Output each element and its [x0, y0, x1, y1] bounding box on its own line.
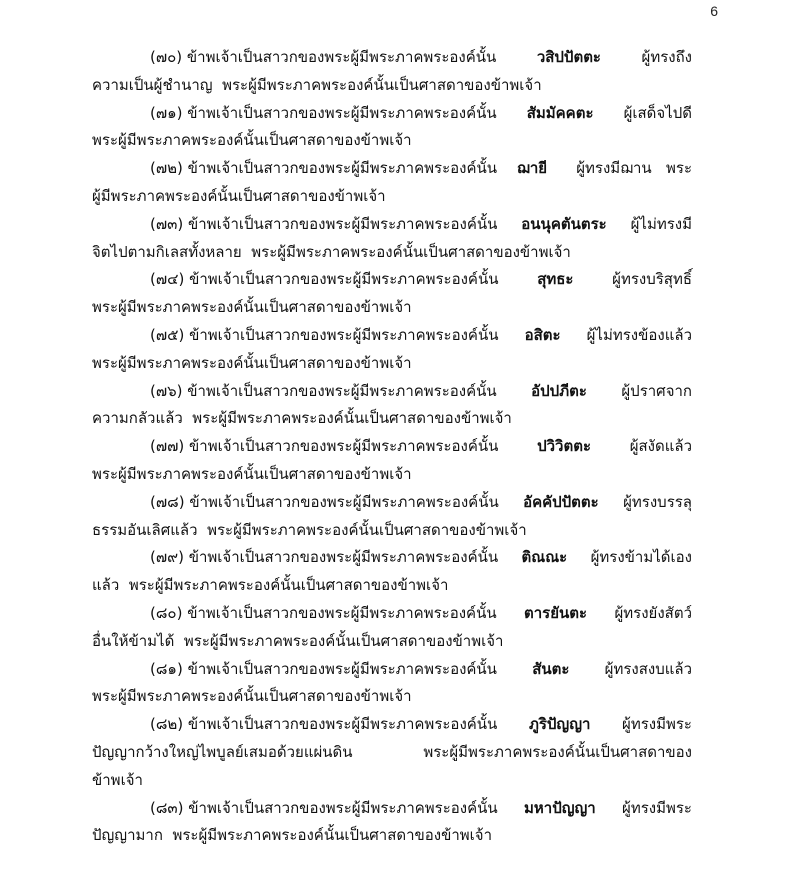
paragraph-first-line [92, 433, 692, 461]
epithet-term: วสิปปัตตะ [536, 48, 601, 66]
epithet-term: สันตะ [532, 659, 570, 678]
continuation-text: ปัญญามาก [92, 826, 163, 845]
paragraph-first-line [92, 100, 692, 128]
paragraph-80 [92, 600, 692, 656]
paragraph-continuation-line [92, 183, 692, 211]
paragraph-continuation-line [92, 628, 692, 656]
epithet-term: อัคคัปปัตตะ [523, 492, 599, 511]
paragraph-continuation-line [92, 405, 692, 433]
paragraph-lead-text: (๗๐) ข้าพเจ้าเป็นสาวกของพระผู้มีพระภาคพระองค์นั้น [150, 48, 497, 66]
epithet-meaning: ผู้เสด็จไปดี [623, 103, 692, 122]
paragraph-83 [92, 795, 692, 851]
paragraph-first-line [92, 656, 692, 684]
paragraph-first-line [92, 322, 692, 350]
paragraph-72 [92, 155, 692, 211]
epithet-meaning: ผู้สงัดแล้ว [629, 437, 692, 456]
epithet-meaning: ผู้ทรงยังสัตว์ [614, 603, 692, 622]
paragraph-continuation-line [92, 350, 692, 378]
paragraph-continuation-line [92, 461, 692, 489]
paragraph-lead-text: (๗๕) ข้าพเจ้าเป็นสาวกของพระผู้มีพระภาคพระองค์นั้น [150, 325, 499, 344]
paragraph-continuation-line [92, 72, 692, 100]
continuation-text: พระผู้มีพระภาคพระองค์นั้นเป็นศาสดาของข้าพเจ้า [92, 687, 412, 706]
paragraph-76 [92, 378, 692, 434]
epithet-meaning: ผู้ปราศจาก [621, 381, 692, 400]
epithet-meaning: ผู้ทรงถึง [641, 48, 692, 66]
epithet-term: สุทธะ [537, 270, 574, 289]
continuation-text: ข้าพเจ้า [92, 770, 143, 789]
paragraph-75 [92, 322, 692, 378]
continuation-text: พระผู้มีพระภาคพระองค์นั้นเป็นศาสดาของข้าพเจ้า [183, 631, 504, 650]
epithet-meaning: ผู้ทรงมีฌาน พระ [576, 159, 692, 178]
paragraph-first-line [92, 211, 692, 239]
epithet-meaning: ผู้ทรงบริสุทธิ์ [612, 270, 692, 289]
continuation-text: ผู้มีพระภาคพระองค์นั้นเป็นศาสดาของข้าพเจ้า [92, 186, 386, 205]
epithet-term: อนนุคตันตระ [521, 214, 607, 233]
paragraph-82 [92, 711, 692, 794]
paragraph-continuation-line [92, 517, 692, 545]
epithet-term: ภูริปัญญา [528, 715, 591, 734]
paragraph-continuation-line [92, 822, 692, 850]
paragraph-first-line [92, 711, 692, 739]
paragraph-continuation-line [92, 739, 692, 767]
continuation-text: พระผู้มีพระภาคพระองค์นั้นเป็นศาสดาของข้าพเจ้า [92, 298, 412, 317]
paragraph-first-line [92, 544, 692, 572]
epithet-term: มหาปัญญา [524, 798, 596, 817]
paragraph-continuation-line [92, 572, 692, 600]
paragraph-77 [92, 433, 692, 489]
continuation-text: พระผู้มีพระภาคพระองค์นั้นเป็นศาสดาของข้าพเจ้า [207, 520, 527, 539]
continuation-text: จิตไปตามกิเลสทั้งหลาย [92, 242, 242, 261]
epithet-meaning: ผู้ไม่ทรงมี [630, 214, 692, 233]
paragraph-continuation-line [92, 683, 692, 711]
document-body [92, 44, 692, 850]
paragraph-79 [92, 544, 692, 600]
epithet-meaning: ผู้ทรงข้ามได้เอง [590, 548, 692, 567]
paragraph-71 [92, 100, 692, 156]
paragraph-70 [92, 44, 692, 100]
paragraph-lead-text: (๗๗) ข้าพเจ้าเป็นสาวกของพระผู้มีพระภาคพระองค์นั้น [150, 437, 499, 456]
epithet-term: ติณณะ [521, 548, 568, 567]
paragraph-first-line [92, 600, 692, 628]
continuation-text: ความกลัวแล้ว [92, 409, 183, 428]
epithet-term: ตารยันตะ [524, 603, 588, 622]
epithet-meaning: ผู้ทรงสงบแล้ว [604, 659, 692, 678]
continuation-text: พระผู้มีพระภาคพระองค์นั้นเป็นศาสดาของข้าพเจ้า [222, 75, 542, 94]
paragraph-lead-text: (๘๑) ข้าพเจ้าเป็นสาวกของพระผู้มีพระภาคพระองค์นั้น [150, 659, 497, 678]
continuation-text: พระผู้มีพระภาคพระองค์นั้นเป็นศาสดาของข้าพเจ้า [192, 409, 512, 428]
continuation-text: พระผู้มีพระภาคพระองค์นั้นเป็นศาสดาของข้าพเจ้า [128, 576, 449, 595]
paragraph-first-line [92, 44, 692, 72]
paragraph-lead-text: (๗๘) ข้าพเจ้าเป็นสาวกของพระผู้มีพระภาคพระองค์นั้น [150, 492, 499, 511]
paragraph-continuation-line [92, 127, 692, 155]
paragraph-lead-text: (๗๒) ข้าพเจ้าเป็นสาวกของพระผู้มีพระภาคพระองค์นั้น [150, 159, 498, 178]
paragraph-lead-text: (๘๐) ข้าพเจ้าเป็นสาวกของพระผู้มีพระภาคพระองค์นั้น [150, 603, 497, 622]
continuation-text: พระผู้มีพระภาคพระองค์นั้นเป็นศาสดาของข้าพเจ้า [92, 353, 412, 372]
continuation-text: อื่นให้ข้ามได้ [92, 631, 175, 650]
continuation-text: แล้ว [92, 576, 120, 595]
paragraph-lead-text: (๗๖) ข้าพเจ้าเป็นสาวกของพระผู้มีพระภาคพระองค์นั้น [150, 381, 497, 400]
epithet-term: สัมมัคคตะ [526, 103, 594, 122]
paragraph-lead-text: (๗๔) ข้าพเจ้าเป็นสาวกของพระผู้มีพระภาคพระองค์นั้น [150, 270, 499, 289]
paragraph-lead-text: (๘๒) ข้าพเจ้าเป็นสาวกของพระผู้มีพระภาคพระองค์นั้น [150, 715, 498, 734]
epithet-term: ปวิวิตตะ [537, 437, 591, 456]
continuation-text: ความเป็นผู้ชำนาญ [92, 75, 213, 94]
paragraph-lead-text: (๘๓) ข้าพเจ้าเป็นสาวกของพระผู้มีพระภาคพระองค์นั้น [150, 798, 498, 817]
epithet-meaning: ผู้ไม่ทรงข้องแล้ว [586, 325, 692, 344]
continuation-text: พระผู้มีพระภาคพระองค์นั้นเป็นศาสดาของข้าพเจ้า [251, 242, 571, 261]
paragraph-lead-text: (๗๙) ข้าพเจ้าเป็นสาวกของพระผู้มีพระภาคพระองค์นั้น [150, 548, 499, 567]
continuation-text: พระผู้มีพระภาคพระองค์นั้นเป็นศาสดาของข้าพเจ้า [92, 464, 412, 483]
paragraph-78 [92, 489, 692, 545]
continuation-text: พระผู้มีพระภาคพระองค์นั้นเป็นศาสดาของข้าพเจ้า [92, 131, 412, 150]
paragraph-continuation-line [92, 767, 692, 795]
paragraph-lead-text: (๗๑) ข้าพเจ้าเป็นสาวกของพระผู้มีพระภาคพระองค์นั้น [150, 103, 497, 122]
paragraph-81 [92, 656, 692, 712]
continuation-text: ปัญญากว้างใหญ่ไพบูลย์เสมอด้วยแผ่นดิน [92, 742, 353, 761]
paragraph-first-line [92, 378, 692, 406]
epithet-meaning: ผู้ทรงมีพระ [622, 715, 692, 734]
continuation-text: พระผู้มีพระภาคพระองค์นั้นเป็นศาสดาของข้าพเจ้า [172, 826, 493, 845]
paragraph-first-line [92, 266, 692, 294]
paragraph-74 [92, 266, 692, 322]
epithet-term: อสิตะ [524, 325, 561, 344]
epithet-term: ฌายี [517, 159, 548, 178]
paragraph-continuation-line [92, 239, 692, 267]
continuation-text: ธรรมอันเลิศแล้ว [92, 520, 198, 539]
epithet-term: อัปปภีตะ [531, 381, 587, 400]
page-number: 6 [710, 3, 718, 19]
paragraph-lead-text: (๗๓) ข้าพเจ้าเป็นสาวกของพระผู้มีพระภาคพระองค์นั้น [150, 214, 498, 233]
paragraph-first-line [92, 489, 692, 517]
epithet-meaning: ผู้ทรงบรรลุ [623, 492, 692, 511]
paragraph-continuation-line [92, 294, 692, 322]
paragraph-73 [92, 211, 692, 267]
continuation-text: พระผู้มีพระภาคพระองค์นั้นเป็นศาสดาของ [423, 742, 692, 761]
paragraph-first-line [92, 795, 692, 823]
paragraph-first-line [92, 155, 692, 183]
epithet-meaning: ผู้ทรงมีพระ [622, 798, 692, 817]
